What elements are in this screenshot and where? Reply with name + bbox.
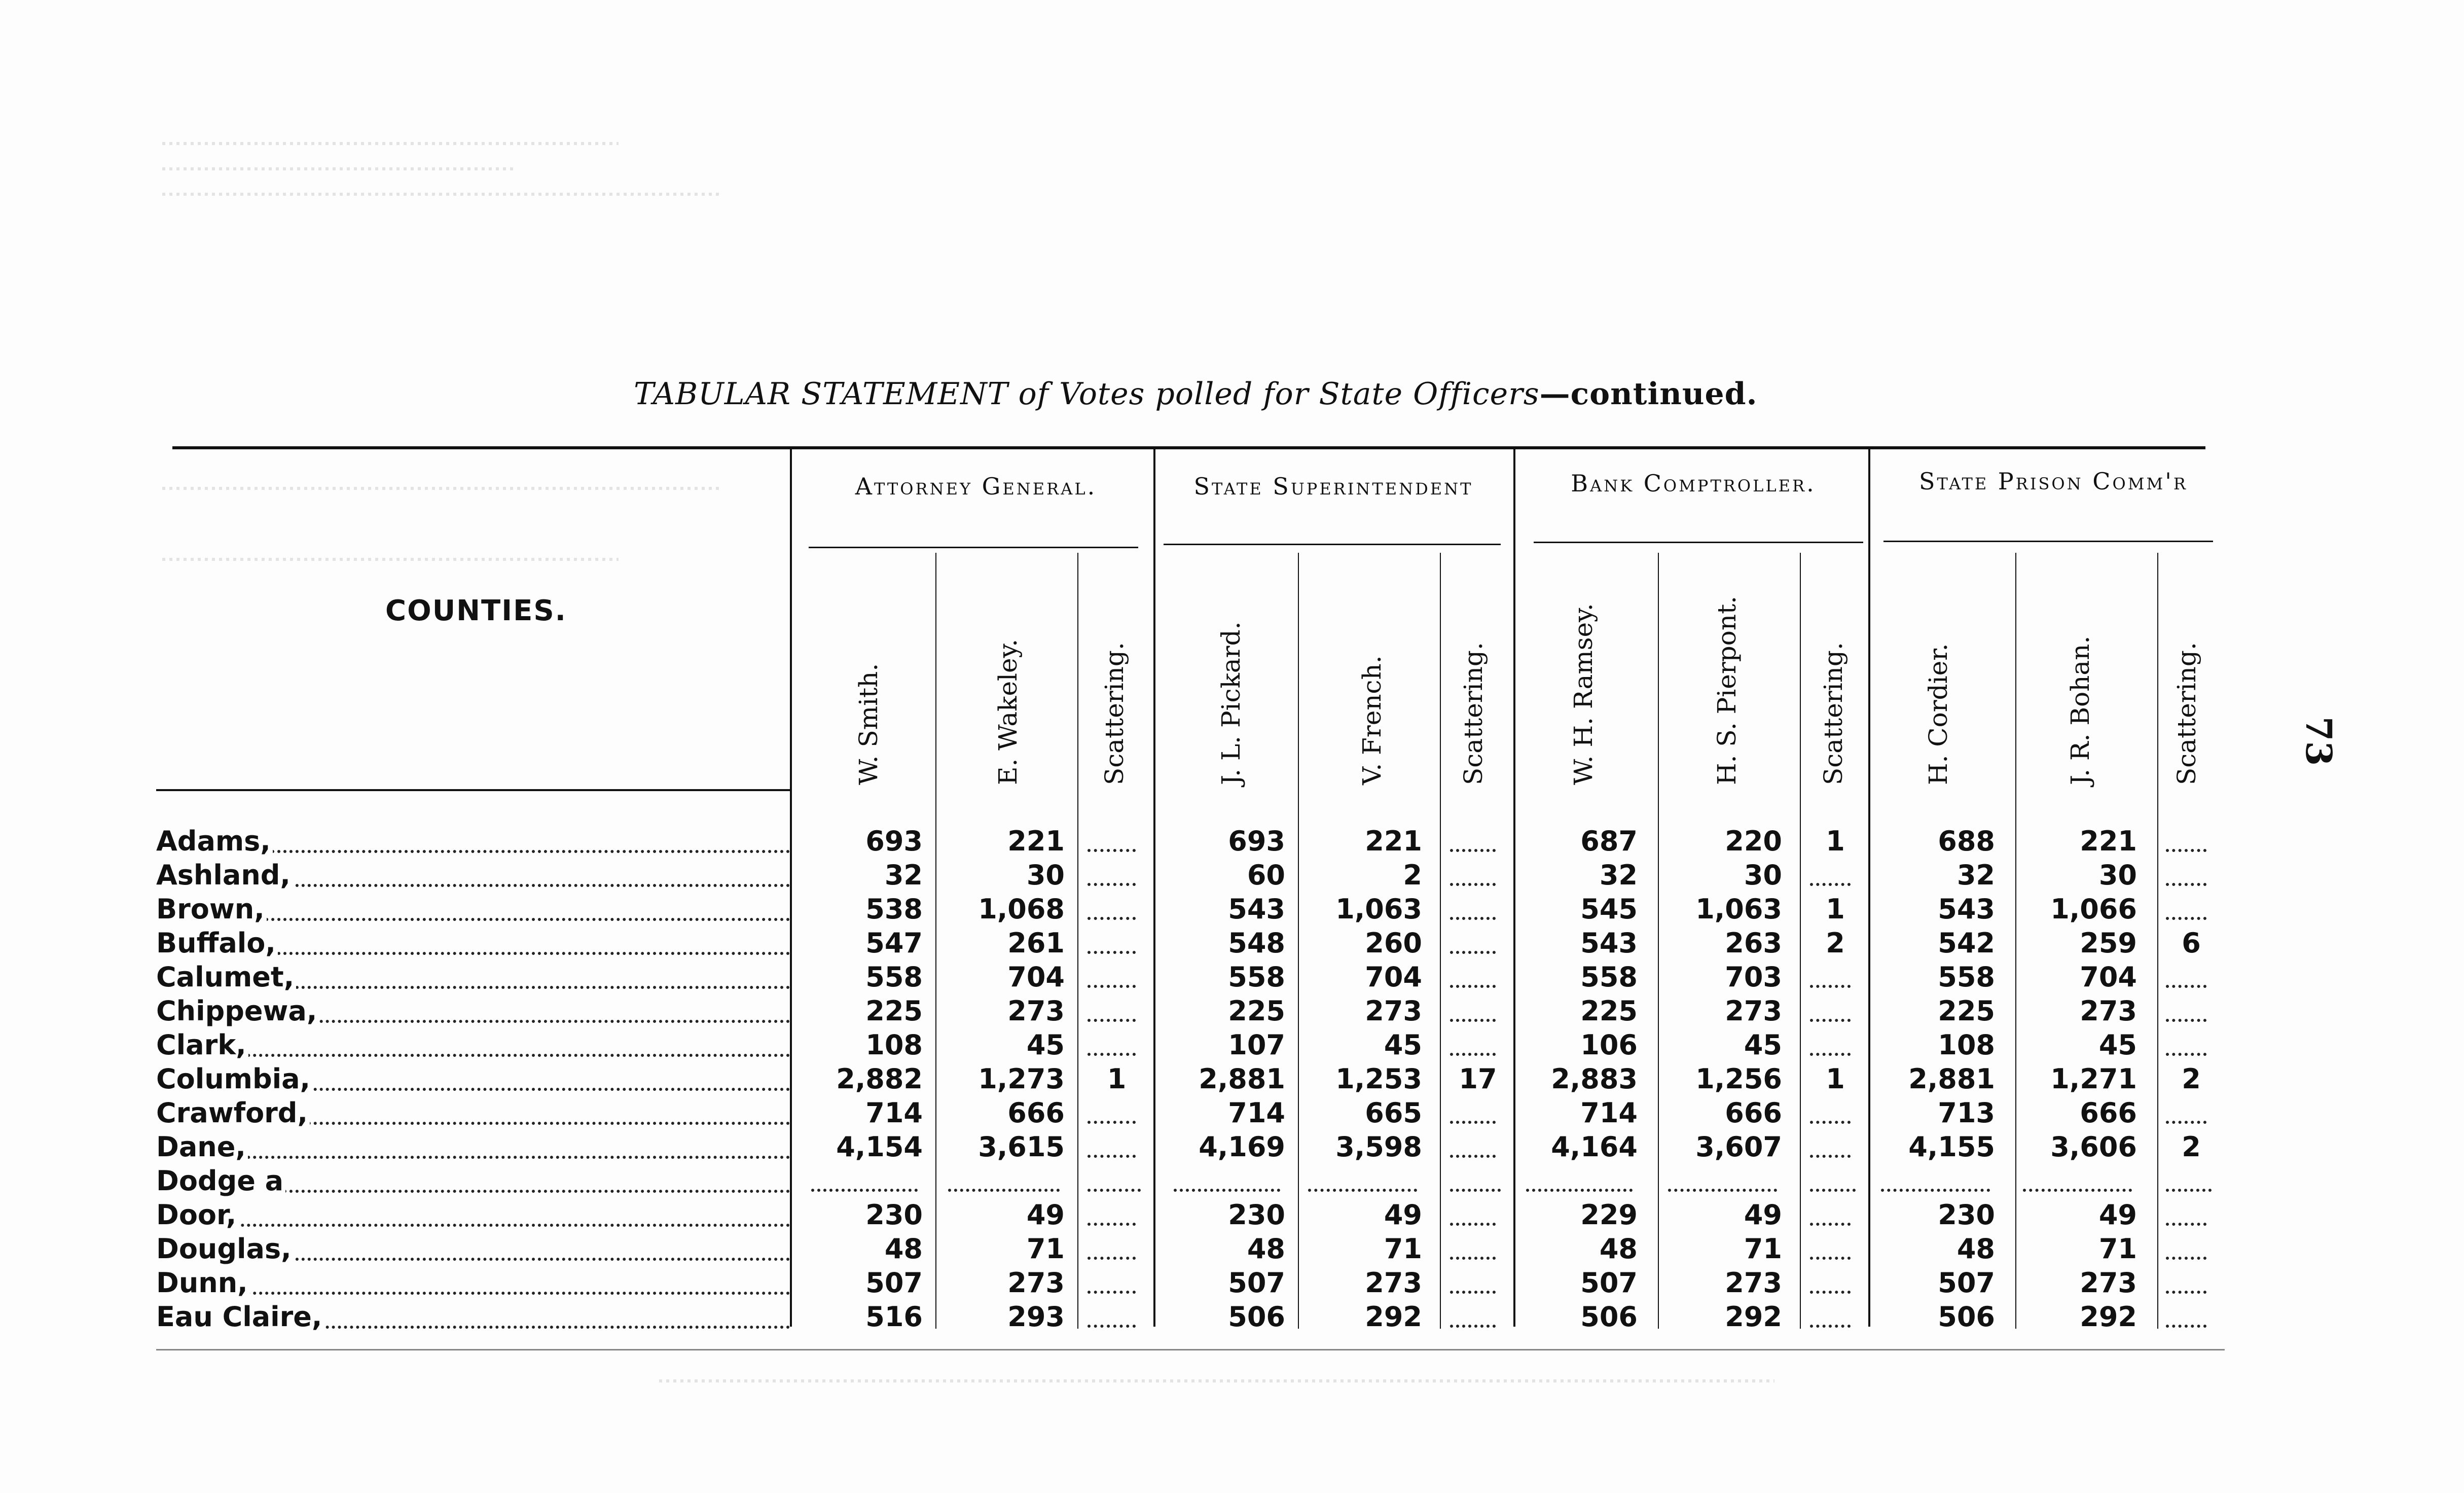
bleed-through-mark xyxy=(659,1379,1774,1382)
table-row xyxy=(0,1096,2464,1130)
no-return-dots xyxy=(1174,1189,1280,1192)
empty-dots xyxy=(1088,1291,1136,1294)
county-label: Crawford, xyxy=(156,1097,310,1129)
vote-value: 273 xyxy=(1007,995,1065,1027)
page-number: 73 xyxy=(2298,716,2340,766)
vote-value: 49 xyxy=(1026,1199,1065,1231)
county-label: Dodge a xyxy=(156,1165,285,1197)
vote-value: 714 xyxy=(1580,1097,1638,1129)
table-row xyxy=(0,961,2464,994)
vote-value: 1,068 xyxy=(978,893,1065,925)
vote-value: 230 xyxy=(1938,1199,1995,1231)
vote-value: 71 xyxy=(1026,1233,1065,1265)
vote-value: 48 xyxy=(1956,1233,1995,1265)
county-label: Ashland, xyxy=(156,859,293,891)
group-underline xyxy=(809,547,1138,548)
scattering-value: 1 xyxy=(1826,825,1845,857)
vote-value: 30 xyxy=(2098,859,2137,891)
empty-dots xyxy=(1088,849,1136,852)
vote-value: 221 xyxy=(2080,825,2137,857)
vote-value: 688 xyxy=(1938,825,1995,857)
bleed-through-mark xyxy=(162,167,517,170)
county-name xyxy=(156,1130,790,1164)
vote-value: 30 xyxy=(1744,859,1782,891)
scattering-value: 6 xyxy=(2182,927,2201,959)
vote-value: 666 xyxy=(1725,1097,1782,1129)
col-head-text: E. Wakeley. xyxy=(993,638,1023,785)
empty-dots xyxy=(2166,1291,2206,1294)
scattering-value: 1 xyxy=(1826,1063,1845,1095)
vote-value: 558 xyxy=(1228,961,1285,993)
empty-dots xyxy=(2166,849,2206,852)
empty-dots xyxy=(2166,1121,2206,1124)
table-row xyxy=(0,1028,2464,1062)
vote-value: 516 xyxy=(865,1301,923,1333)
empty-dots xyxy=(1450,1291,1496,1294)
vote-value: 225 xyxy=(1580,995,1638,1027)
empty-dots xyxy=(1088,1257,1136,1260)
empty-dots xyxy=(1810,1053,1851,1056)
vote-value: 229 xyxy=(1580,1199,1638,1231)
bleed-through-mark xyxy=(162,142,619,145)
empty-dots xyxy=(1810,1121,1851,1124)
vote-value: 45 xyxy=(2098,1029,2137,1061)
county-name xyxy=(156,1266,790,1300)
vote-value: 45 xyxy=(1026,1029,1065,1061)
county-label: Brown, xyxy=(156,893,267,925)
vote-value: 714 xyxy=(865,1097,923,1129)
vote-value: 558 xyxy=(865,961,923,993)
vote-value: 71 xyxy=(2098,1233,2137,1265)
vote-value: 542 xyxy=(1938,927,1995,959)
table-row xyxy=(0,859,2464,892)
group-underline xyxy=(1883,541,2213,542)
vote-value: 261 xyxy=(1007,927,1065,959)
empty-dots xyxy=(1088,1121,1136,1124)
vote-value: 273 xyxy=(1725,995,1782,1027)
table-row xyxy=(0,1232,2464,1266)
empty-dots xyxy=(1088,883,1136,886)
county-label: Eau Claire, xyxy=(156,1301,324,1333)
vote-value: 263 xyxy=(1725,927,1782,959)
empty-dots xyxy=(1450,1019,1496,1022)
vote-value: 48 xyxy=(884,1233,923,1265)
vote-value: 548 xyxy=(1228,927,1285,959)
table-top-rule xyxy=(172,446,2205,449)
vote-value: 507 xyxy=(1580,1267,1638,1299)
county-label: Adams, xyxy=(156,825,273,857)
empty-dots xyxy=(1810,883,1851,886)
dot-leader xyxy=(156,1292,790,1295)
vote-value: 1,253 xyxy=(1335,1063,1422,1095)
no-return-dots xyxy=(811,1189,918,1192)
empty-dots xyxy=(1088,951,1136,954)
scattering-value: 17 xyxy=(1459,1063,1497,1095)
vote-value: 107 xyxy=(1228,1029,1285,1061)
no-return-dots xyxy=(948,1189,1060,1192)
empty-dots xyxy=(1810,1325,1851,1328)
empty-dots xyxy=(1088,917,1136,920)
no-return-dots xyxy=(2023,1189,2132,1192)
county-name xyxy=(156,1198,790,1232)
vote-value: 106 xyxy=(1580,1029,1638,1061)
table-row xyxy=(0,927,2464,960)
empty-dots xyxy=(1810,1019,1851,1022)
vote-value: 1,256 xyxy=(1695,1063,1782,1095)
no-return-dots xyxy=(1450,1189,1501,1192)
county-name xyxy=(156,1164,790,1198)
county-label: Buffalo, xyxy=(156,927,278,959)
county-name xyxy=(156,994,790,1028)
vote-value: 221 xyxy=(1365,825,1422,857)
vote-value: 273 xyxy=(1007,1267,1065,1299)
vote-value: 693 xyxy=(865,825,923,857)
vote-value: 30 xyxy=(1026,859,1065,891)
dot-leader xyxy=(156,1224,790,1227)
col-head-text: H. Cordier. xyxy=(1924,643,1953,785)
vote-value: 3,598 xyxy=(1335,1131,1422,1163)
vote-value: 1,273 xyxy=(978,1063,1065,1095)
no-return-dots xyxy=(1668,1189,1777,1192)
empty-dots xyxy=(1450,951,1496,954)
table-row xyxy=(0,893,2464,926)
county-label: Door, xyxy=(156,1199,238,1231)
empty-dots xyxy=(1088,1223,1136,1226)
county-label: Dane, xyxy=(156,1131,248,1163)
col-head-text: V. French. xyxy=(1357,655,1387,785)
col-head-text: Scattering. xyxy=(1459,642,1488,785)
vote-value: 45 xyxy=(1384,1029,1422,1061)
county-label: Columbia, xyxy=(156,1063,312,1095)
title-continued: —continued. xyxy=(1539,376,1758,412)
group-header-state-prison-commr: State Prison Comm'r xyxy=(1919,468,2188,495)
vote-value: 259 xyxy=(2080,927,2137,959)
vote-value: 666 xyxy=(1007,1097,1065,1129)
table-bottom-rule xyxy=(156,1349,2225,1350)
empty-dots xyxy=(1450,917,1496,920)
counties-label: COUNTIES. xyxy=(385,594,567,627)
empty-dots xyxy=(2166,985,2206,988)
vote-value: 4,164 xyxy=(1551,1131,1638,1163)
empty-dots xyxy=(2166,1257,2206,1260)
vote-value: 108 xyxy=(865,1029,923,1061)
county-label: Chippewa, xyxy=(156,995,319,1027)
vote-value: 32 xyxy=(1599,859,1638,891)
vote-value: 1,066 xyxy=(2050,893,2137,925)
vote-value: 49 xyxy=(1384,1199,1422,1231)
vote-value: 558 xyxy=(1938,961,1995,993)
empty-dots xyxy=(1810,1291,1851,1294)
table-row xyxy=(0,1266,2464,1300)
scattering-value: 2 xyxy=(2182,1063,2201,1095)
empty-dots xyxy=(1810,1223,1851,1226)
col-head-text: W. H. Ramsey. xyxy=(1569,603,1598,785)
table-row xyxy=(0,1198,2464,1232)
col-head-text: J. R. Bohan. xyxy=(2066,635,2095,785)
vote-value: 506 xyxy=(1228,1301,1285,1333)
empty-dots xyxy=(1450,883,1496,886)
vote-value: 220 xyxy=(1725,825,1782,857)
vote-value: 506 xyxy=(1580,1301,1638,1333)
table-row xyxy=(0,825,2464,858)
empty-dots xyxy=(1088,985,1136,988)
bleed-through-mark xyxy=(162,193,720,196)
empty-dots xyxy=(1450,1155,1496,1158)
dot-leader xyxy=(156,1054,790,1057)
vote-value: 4,169 xyxy=(1199,1131,1285,1163)
col-head-text: Scattering. xyxy=(1100,642,1129,785)
scattering-value: 1 xyxy=(1107,1063,1127,1095)
vote-value: 273 xyxy=(1725,1267,1782,1299)
no-return-dots xyxy=(1810,1189,1856,1192)
empty-dots xyxy=(1450,985,1496,988)
vote-value: 2,881 xyxy=(1908,1063,1995,1095)
col-head-text: Scattering. xyxy=(2172,642,2201,785)
vote-value: 2,881 xyxy=(1199,1063,1285,1095)
vote-value: 230 xyxy=(865,1199,923,1231)
empty-dots xyxy=(1450,849,1496,852)
scattering-value: 2 xyxy=(2182,1131,2201,1163)
vote-value: 71 xyxy=(1384,1233,1422,1265)
vote-value: 48 xyxy=(1599,1233,1638,1265)
vote-value: 506 xyxy=(1938,1301,1995,1333)
vote-value: 292 xyxy=(1365,1301,1422,1333)
empty-dots xyxy=(1088,1325,1136,1328)
vote-value: 32 xyxy=(884,859,923,891)
dot-leader xyxy=(156,1156,790,1159)
vote-value: 71 xyxy=(1744,1233,1782,1265)
title-italic: TABULAR STATEMENT of Votes polled for State Officers xyxy=(634,376,1540,412)
col-head-text: W. Smith. xyxy=(854,663,883,785)
vote-value: 543 xyxy=(1228,893,1285,925)
vote-value: 2 xyxy=(1403,859,1422,891)
county-name xyxy=(156,1096,790,1130)
empty-dots xyxy=(2166,1053,2206,1056)
vote-value: 547 xyxy=(865,927,923,959)
vote-value: 4,154 xyxy=(836,1131,923,1163)
vote-value: 225 xyxy=(1938,995,1995,1027)
table-row xyxy=(0,1130,2464,1164)
group-underline xyxy=(1534,542,1863,543)
group-header-attorney-general: Attorney General. xyxy=(855,473,1097,500)
empty-dots xyxy=(1810,1155,1851,1158)
vote-value: 1,063 xyxy=(1335,893,1422,925)
vote-value: 2,883 xyxy=(1551,1063,1638,1095)
empty-dots xyxy=(1450,1053,1496,1056)
empty-dots xyxy=(1810,1257,1851,1260)
no-return-dots xyxy=(1088,1189,1141,1192)
county-name xyxy=(156,893,790,926)
vote-value: 714 xyxy=(1228,1097,1285,1129)
vote-value: 230 xyxy=(1228,1199,1285,1231)
vote-value: 221 xyxy=(1007,825,1065,857)
vote-value: 45 xyxy=(1744,1029,1782,1061)
vote-value: 1,271 xyxy=(2050,1063,2137,1095)
bleed-through-mark xyxy=(162,558,619,561)
vote-value: 225 xyxy=(865,995,923,1027)
vote-value: 3,606 xyxy=(2050,1131,2137,1163)
empty-dots xyxy=(2166,1223,2206,1226)
vote-value: 703 xyxy=(1725,961,1782,993)
empty-dots xyxy=(1450,1257,1496,1260)
vote-value: 273 xyxy=(2080,1267,2137,1299)
group-underline xyxy=(1164,544,1501,545)
vote-value: 293 xyxy=(1007,1301,1065,1333)
vote-value: 666 xyxy=(2080,1097,2137,1129)
vote-value: 704 xyxy=(1007,961,1065,993)
col-head-text: Scattering. xyxy=(1819,642,1848,785)
vote-value: 292 xyxy=(2080,1301,2137,1333)
vote-value: 545 xyxy=(1580,893,1638,925)
county-label: Douglas, xyxy=(156,1233,294,1265)
table-row xyxy=(0,1300,2464,1334)
vote-value: 273 xyxy=(1365,995,1422,1027)
vote-value: 538 xyxy=(865,893,923,925)
no-return-dots xyxy=(1881,1189,1990,1192)
col-head-text: H. S. Pierpont. xyxy=(1712,595,1742,785)
vote-value: 507 xyxy=(865,1267,923,1299)
vote-value: 49 xyxy=(2098,1199,2137,1231)
no-return-dots xyxy=(1308,1189,1417,1192)
vote-value: 713 xyxy=(1938,1097,1995,1129)
empty-dots xyxy=(1450,1325,1496,1328)
vote-value: 292 xyxy=(1725,1301,1782,1333)
vote-value: 665 xyxy=(1365,1097,1422,1129)
vote-value: 60 xyxy=(1247,859,1285,891)
header-bottom-rule xyxy=(156,789,790,791)
county-name xyxy=(156,1232,790,1266)
empty-dots xyxy=(1450,1223,1496,1226)
empty-dots xyxy=(1810,985,1851,988)
vote-value: 687 xyxy=(1580,825,1638,857)
vote-value: 273 xyxy=(1365,1267,1422,1299)
vote-value: 704 xyxy=(2080,961,2137,993)
scattering-value: 2 xyxy=(1826,927,1845,959)
vote-value: 49 xyxy=(1744,1199,1782,1231)
county-label: Calumet, xyxy=(156,961,296,993)
table-row xyxy=(0,994,2464,1028)
empty-dots xyxy=(1088,1155,1136,1158)
county-name xyxy=(156,1300,790,1334)
vote-value: 32 xyxy=(1956,859,1995,891)
vote-value: 693 xyxy=(1228,825,1285,857)
county-name xyxy=(156,927,790,960)
county-name xyxy=(156,859,790,892)
county-name xyxy=(156,825,790,858)
vote-value: 48 xyxy=(1247,1233,1285,1265)
vote-value: 704 xyxy=(1365,961,1422,993)
county-name xyxy=(156,1062,790,1096)
vote-value: 225 xyxy=(1228,995,1285,1027)
vote-value: 558 xyxy=(1580,961,1638,993)
vote-value: 2,882 xyxy=(836,1063,923,1095)
vote-value: 1,063 xyxy=(1695,893,1782,925)
empty-dots xyxy=(2166,1325,2206,1328)
county-name xyxy=(156,1028,790,1062)
bleed-through-mark xyxy=(162,487,720,490)
empty-dots xyxy=(2166,1019,2206,1022)
table-title xyxy=(634,376,1758,412)
vote-value: 507 xyxy=(1938,1267,1995,1299)
vote-value: 3,615 xyxy=(978,1131,1065,1163)
vote-value: 543 xyxy=(1580,927,1638,959)
county-label: Clark, xyxy=(156,1029,248,1061)
group-header-state-superintendent: State Superintendent xyxy=(1193,473,1473,500)
scattering-value: 1 xyxy=(1826,893,1845,925)
group-header-bank-comptroller: Bank Comptroller. xyxy=(1571,470,1816,497)
no-return-dots xyxy=(1526,1189,1633,1192)
no-return-dots xyxy=(2166,1189,2212,1192)
col-head-text: J. L. Pickard. xyxy=(1216,621,1246,785)
county-label: Dunn, xyxy=(156,1267,250,1299)
empty-dots xyxy=(1088,1053,1136,1056)
table-row xyxy=(0,1062,2464,1096)
empty-dots xyxy=(2166,917,2206,920)
vote-value: 3,607 xyxy=(1695,1131,1782,1163)
empty-dots xyxy=(1450,1121,1496,1124)
empty-dots xyxy=(1088,1019,1136,1022)
vote-value: 543 xyxy=(1938,893,1995,925)
vote-value: 4,155 xyxy=(1908,1131,1995,1163)
vote-value: 260 xyxy=(1365,927,1422,959)
vote-value: 273 xyxy=(2080,995,2137,1027)
empty-dots xyxy=(2166,883,2206,886)
county-name xyxy=(156,961,790,994)
table-row xyxy=(0,1164,2464,1198)
vote-value: 507 xyxy=(1228,1267,1285,1299)
vote-value: 108 xyxy=(1938,1029,1995,1061)
